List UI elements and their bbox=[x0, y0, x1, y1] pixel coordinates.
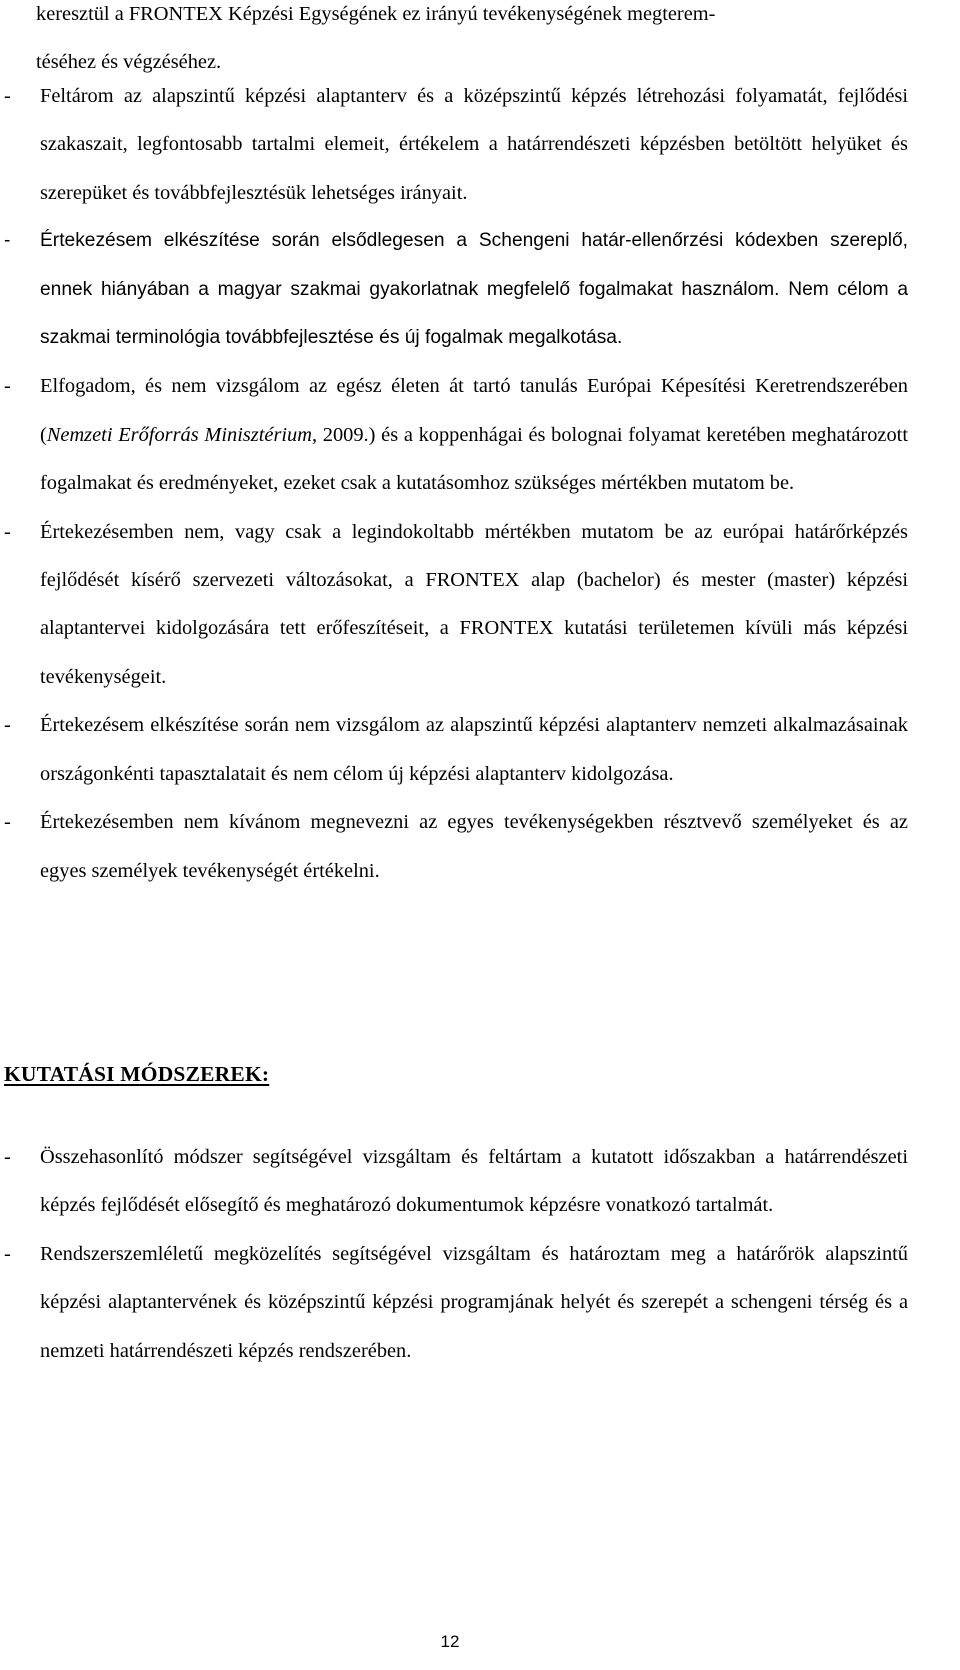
text-part: , 2009.) és a koppenhágai és bolognai folyamat keretében meghatározott fogalmakat és eredményeket, ezeket csak a kutatásomhoz szükséges mértékben mutatom be. bbox=[40, 423, 908, 495]
list-item-text: Értekezésem elkészítése során nem vizsgálom az alapszintű képzési alaptanterv nemzeti alkalmazásainak országonkénti tapasztalatait és nem célom új képzési alaptanterv kidolgozása. bbox=[40, 714, 908, 785]
list-item bbox=[4, 798, 908, 895]
intro-line-1: keresztül a FRONTEX Képzési Egységének ez irányú tevékenységének megterem- bbox=[36, 3, 716, 25]
bullet-dash: - bbox=[4, 520, 11, 543]
list-item bbox=[4, 508, 908, 702]
bullet-dash: - bbox=[4, 375, 11, 398]
list-item bbox=[4, 217, 908, 362]
list-item-text: Értekezésemben nem, vagy csak a legindokoltabb mértékben mutatom be az európai határőrképzés fejlődését kísérő szervezeti változásokat, a FRONTEX alap (bachelor) és mester (master) képzési alaptantervei kidolgozására tett erőfeszítéseit, a FRONTEX kutatási területemen kívüli más képzési tevékenységeit. bbox=[40, 520, 908, 688]
bullet-dash: - bbox=[4, 714, 11, 737]
list-item bbox=[4, 1133, 908, 1230]
bullet-dash: - bbox=[4, 811, 11, 834]
research-methods-list bbox=[4, 1133, 908, 1375]
list-item-text bbox=[40, 362, 908, 507]
scope-limitations-list bbox=[4, 72, 908, 895]
list-item-text: Feltárom az alapszintű képzési alaptanterv és a középszintű képzés létrehozási folyamatát, fejlődési szakaszait, legfontosabb tartalmi elemeit, értékelem a határrendészeti képzésben betöltött helyüket és szerepüket és továbbfejlesztésük lehetséges irányait. bbox=[40, 85, 908, 204]
list-item-text: Értekezésemben nem kívánom megnevezni az egyes tevékenységekben résztvevő személyeket és az egyes személyek tevékenységét értékelni. bbox=[40, 811, 908, 882]
list-item-text: Rendszerszemléletű megközelítés segítségével vizsgáltam és határoztam meg a határőrök alapszintű képzési alaptantervének és középszintű képzési programjának helyét és szerepét a schengeni térség és a nemzeti határrendészeti képzés rendszerében. bbox=[40, 1242, 908, 1362]
citation-author: Nemzeti Erőforrás Minisztérium bbox=[46, 423, 312, 446]
list-item-text: Összehasonlító módszer segítségével vizsgáltam és feltártam a kutatott időszakban a határrendészeti képzés fejlődését elősegítő és meghatározó dokumentumok képzésre vonatkozó tartalmát. bbox=[40, 1146, 908, 1217]
bullet-dash: - bbox=[4, 1146, 11, 1168]
list-item bbox=[4, 701, 908, 798]
list-item bbox=[4, 1230, 908, 1375]
intro-line-2: téséhez és végzéséhez. bbox=[36, 51, 222, 74]
list-item-text: Értekezésem elkészítése során elsődlegesen a Schengeni határ-ellenőrzési kódexben szereplő, ennek hiányában a magyar szakmai gyakorlatnak megfelelő fogalmakat használom. Nem célom a szakmai terminológia továbbfejlesztése és új fogalmak megalkotása. bbox=[40, 230, 908, 349]
list-item bbox=[4, 72, 908, 217]
page-number: 12 bbox=[440, 1632, 460, 1651]
list-item bbox=[4, 362, 908, 507]
text-part: Elfogadom, és nem vizsgálom az egész életen át tartó tanulás Európai Képesítési Keretrendszerében ( bbox=[40, 375, 908, 446]
bullet-dash: - bbox=[4, 85, 11, 107]
bullet-dash: - bbox=[4, 1242, 11, 1265]
section-heading: KUTATÁSI MÓDSZEREK: bbox=[4, 1062, 270, 1086]
bullet-dash: - bbox=[4, 230, 11, 252]
